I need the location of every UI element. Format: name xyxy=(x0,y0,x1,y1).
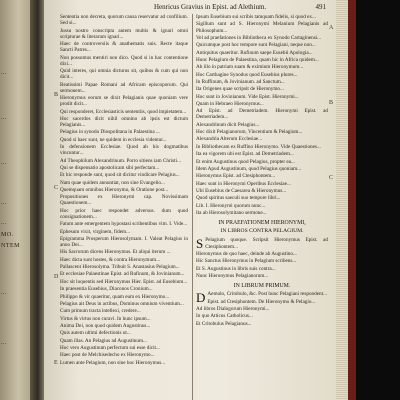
text-line: Aemulo, Critobulo, &c. Post hunc Pelagiani respondent... xyxy=(207,291,327,298)
page-number: 491 xyxy=(315,3,326,11)
text-line: Hoc sit loquentis sed Hieronymus Hier. Epist. ad Eusebium... xyxy=(60,278,188,285)
left-page-fragment: ... xyxy=(1,115,7,121)
text-line: Fatum ante emergentem hypostasi scribentibus vim. I. Vide... xyxy=(60,221,188,228)
text-line: Philippo & vir quaeritur, quam eum ex Hieronymo... xyxy=(60,293,170,300)
text-line: Nam quae quidem annuntiat, non sine Evangelio... xyxy=(60,179,165,186)
text-line: Hoc sacerdos dicit nihil omnino ab ipsis est dictum Pelagianis... xyxy=(60,115,188,128)
text-line: Quam in Hebraeo Hieronymus... xyxy=(196,100,264,107)
text-line: Pelagium quoque. Scripsit Hieronymus Epist. ad Ctesiphontem... xyxy=(205,237,328,250)
left-page-fragment: ... xyxy=(1,70,7,76)
text-line: Ephesum vixit, virginem, fidem... xyxy=(60,228,130,235)
text-line: Haec sunt in Hieronymi Operibus Ecclesiae... xyxy=(196,180,291,187)
text-line: Idem Apud Augustinum, quod Pelagius quoniam... xyxy=(196,165,302,172)
text-line: Pallascent Hierosolyma. Tribuit S. Anastasius Pelagium... xyxy=(60,264,180,271)
text-line: Pelagius ait Deus in actibus, Dominus omnium viventium... xyxy=(60,300,184,307)
text-line: Epigramma Prosperum Hierosolymam. I. Valeat Pelagius in anno Dei... xyxy=(60,235,188,249)
text-line: Vel ad praefationes in Bibliotheca ex Synodo Cartaginensi... xyxy=(196,34,322,41)
text-line: Haec dicta sunt hostes, & contra Hieronymum... xyxy=(60,256,160,263)
text-line: His Sacrorum dicens Hieronymus. Et aliqui iterum ... xyxy=(60,249,171,256)
text-line: In praesentia Eusebius, Diaconos Cronium... xyxy=(60,286,153,293)
margin-letter: D xyxy=(54,274,59,280)
text-line: Quod si haec sunt, ne quidem in ecclesia videntur... xyxy=(60,136,167,143)
text-line: Cum primum tracta intellexi, credere... xyxy=(60,308,141,315)
text-line: In Ruffinum, & Jovinianum. ad Sanctum... xyxy=(196,78,285,85)
text-line: Beatissimi Papae Romani ad Africam episcoporum. Qui sermonem... xyxy=(60,81,188,94)
text-line: Nunc Hieronymus Pelagianorum... xyxy=(196,272,269,279)
text-line: Hunc Pelagium de Palaestina, quam hic in Africa quidem... xyxy=(196,56,319,63)
text-line: Alexandria Alterum Ecclesiae... xyxy=(196,136,263,143)
section-heading: IN PRAEFATIONEM HIERONYMI, xyxy=(218,220,306,227)
text-line: In defensionem Ecclesiae. Quod ab his dogmatibus vincuntur... xyxy=(60,144,188,157)
drop-cap: S xyxy=(196,236,204,252)
left-page-fragment: ... xyxy=(1,200,7,206)
text-line: Alexandrinum dicit Pelagius... xyxy=(196,121,260,128)
book-cover-edge xyxy=(348,0,356,400)
text-line: Quis autem ultimi defectionis ut... xyxy=(60,330,131,337)
text-line: Quicumque post hoc tempore sunt Pelagiani, neque non... xyxy=(196,42,316,49)
text-line: Hieronymus de quo haec, deinde ab Augustino... xyxy=(196,250,297,257)
right-page xyxy=(44,0,336,400)
text-line: Qui responderet, Ecclesiasticis sententiis, quod impietatem... xyxy=(60,108,187,115)
left-page-edge xyxy=(0,0,30,400)
text-line: Ipsum Eusebium sui scribis tamquam fidelis, si quod ex... xyxy=(196,14,316,20)
left-column xyxy=(60,14,188,400)
text-line: Ad Theophilum Alexandrinum. Porro sitiens iam Christi... xyxy=(60,157,181,164)
text-line: Hoc dixit Pelagianorum, Vincentium & Pelagium... xyxy=(196,129,303,136)
text-line: Antiquitus quaeritur. Rufinum saepe Eusebii Apologia... xyxy=(196,49,313,56)
left-page-fragment: NTEM xyxy=(1,243,20,249)
margin-letter: B xyxy=(329,100,334,106)
text-line: In Bibliothecam ex Ruffino Hieronymo. Vide Quaestiones... xyxy=(196,143,321,150)
text-line: Et ecclesiae Palaestinae Epist. ad Rufinum, & Jovinianum... xyxy=(60,271,185,278)
text-line: Ubi Eusebius de Caesarea & Hieronymus... xyxy=(196,187,287,194)
text-line: Hieronymus eorum se dixit Pelagianis quae quoniam vere prodit dicit... xyxy=(60,95,188,108)
text-line: Haec post de Melchisedecho ex Hieronymo... xyxy=(60,352,155,359)
text-line: Ita ab Hierosolymitano sermone... xyxy=(196,209,267,216)
text-line: Hoc sunt in Jovinianum. Vide Epist. Hieronymi... xyxy=(196,93,299,100)
left-page-fragment: ... xyxy=(1,290,7,296)
text-line: Hoc Carthagine Synodus quod Eusebius plures... xyxy=(196,71,298,78)
text-line: Et Critobulus Pelagianus... xyxy=(196,320,252,327)
text-line: Lumen ante Pelagium, non sine hoc Hieronymus... xyxy=(60,359,166,366)
text-line: Ad libros Dialogorum Hieronymi... xyxy=(196,305,270,312)
section-paragraph xyxy=(196,236,328,252)
margin-letter: A xyxy=(329,25,334,31)
left-page-fragment: ... xyxy=(1,220,7,226)
text-line: Lib. I. Hieronymi quorum nunc... xyxy=(196,202,266,209)
text-line: Propositiones ex Hieronymi cap. Novissimam Quaestionem... xyxy=(60,194,188,207)
margin-letter: C xyxy=(329,175,334,181)
section-heading: IN LIBRUM PRIMUM. xyxy=(233,283,291,290)
text-line: Sigillum sunt ad S. Hieronymi Melanium Pelagianis ad Philosophum... xyxy=(196,21,328,34)
page-fore-edge xyxy=(336,0,348,400)
text-line: Quemquam omnibus Hieronymo, & Oratione post... xyxy=(60,186,169,193)
text-line: Haec de controversiis & anathematis suis. Recte itaque Sancti Patres... xyxy=(60,41,188,54)
text-line: Jussu nostro conscripta autem multis & ignari omni scripturae & literarum ignari... xyxy=(60,27,188,40)
text-line: Quid interes, qui omnia dicturus sit, quibus & cum qui non dicit... xyxy=(60,68,188,81)
book-gutter xyxy=(30,0,44,400)
text-line: Hieronymus Epist. ad Ctesiphontem... xyxy=(196,173,276,180)
text-line: Ita ea vigorem ubi est Epist. ad Demetriadem... xyxy=(196,151,294,158)
text-line: Et S. Augustinus in libris suis contra... xyxy=(196,265,276,272)
left-page-fragment: ... xyxy=(1,340,7,346)
text-line: Ita Origenes quae scripsit de Hieronymo... xyxy=(196,86,284,93)
text-line: Hic Sanctus Hieronymus in Pelagium scribens... xyxy=(196,258,297,265)
text-line: Sententia non decreta, quorum causa reservatur ad confilium. Sed si... xyxy=(60,14,188,27)
text-line: Quod spiritus saeculi suo tempore libri... xyxy=(196,195,281,202)
section-subheading: IN LIBROS CONTRA PELAGIUM. xyxy=(220,228,304,235)
text-line: Anima Dei, non quod quidem Augustinus... xyxy=(60,322,151,329)
text-line: Et hic responde sunt, quod sit dicitur vindicare Pelagius... xyxy=(60,172,180,179)
left-page-fragment: ... xyxy=(1,160,7,166)
margin-letter: E xyxy=(54,360,58,366)
text-line: Non possumus mentiri non dico. Quod si in hac contentione dixi... xyxy=(60,54,188,67)
drop-cap: D xyxy=(196,290,206,306)
text-line: Virtus & virtus non curavi. In hunc ipsum... xyxy=(60,315,151,322)
margin-letter: C xyxy=(54,185,59,191)
column-rule xyxy=(192,14,193,400)
text-line: Hoc vero Augustinum perfectum sui esse dicit... xyxy=(60,344,160,351)
right-column xyxy=(196,14,328,400)
text-line: Pelagius in synodo Diospolitana in Palaestina ... xyxy=(60,129,160,136)
text-line: Ad Epist. ad Demetriadem. Hieronymi Epist. ad Demetriadem... xyxy=(196,108,328,121)
text-line: Hoc prior haec respondet adversus. dum quod consignationem... xyxy=(60,207,188,220)
running-title: Henricus Gravius in Epist. ad Alethium. xyxy=(154,3,267,11)
text-line: Epist. ad Ctesiphontem. De Hieronymo & Pelagio... xyxy=(207,298,316,305)
text-line: Quam illas. An Pelagius ad Augustinum... xyxy=(60,337,147,344)
text-line: Qui se dispensatio apostolicam sibi perfectam... xyxy=(60,164,160,171)
margin-letter: B xyxy=(54,92,59,98)
text-line: In quo Atticus Catholicus... xyxy=(196,313,253,320)
left-page-fragment: MO. xyxy=(1,232,14,238)
text-line: Et enim Augustinus quod Pelagius, propter ea... xyxy=(196,158,295,165)
text-line: Ab illo in patriam suam & eximium Hieronymum... xyxy=(196,64,304,71)
